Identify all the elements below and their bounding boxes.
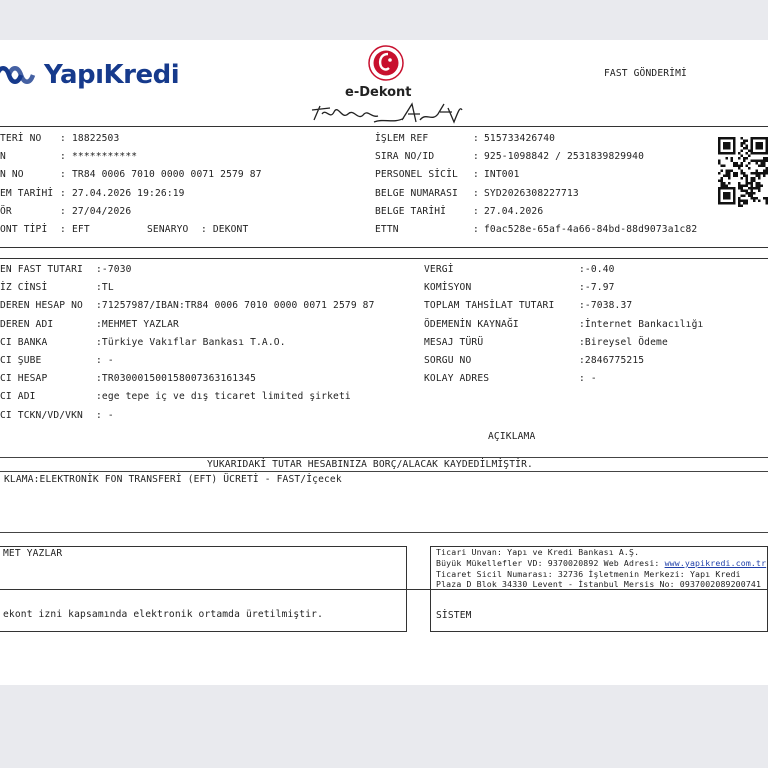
field-separator: : (473, 133, 479, 144)
field-value: TR84 0006 7010 0000 0071 2579 87 (72, 169, 262, 181)
field-separator: : (60, 187, 66, 199)
field-label: SIRA NO/ID (375, 151, 435, 163)
detail-value: :İnternet Bankacılığı (579, 318, 704, 330)
field-label: N (0, 151, 6, 163)
field-label: İŞLEM REF (375, 133, 429, 144)
field-value: 27.04.2026 (484, 205, 544, 217)
detail-label: ÖDEMENİN KAYNAĞI (424, 318, 519, 330)
bank-seal-icon (367, 44, 405, 82)
field-value: 27.04.2026 19:26:19 (72, 187, 185, 199)
field-separator: : (60, 224, 66, 235)
scenario-label: SENARYO (147, 224, 189, 235)
detail-label: CI ŞUBE (0, 355, 42, 366)
detail-label: CI ADI (0, 391, 36, 403)
field-separator: : (473, 224, 479, 235)
qr-code-icon (718, 137, 768, 207)
divider (0, 471, 768, 472)
detail-value: :-7.97 (579, 282, 615, 294)
field-label: TERİ NO (0, 133, 42, 144)
detail-value: :TR030001500158007363161345 (96, 373, 256, 385)
detail-value: :Bireysel Ödeme (579, 336, 668, 348)
detail-label: CI HESAP (0, 373, 48, 385)
detail-label: KOMİSYON (424, 282, 472, 294)
field-separator: : (60, 151, 66, 163)
field-value: EFT (72, 224, 90, 235)
field-separator: : (60, 169, 66, 181)
detail-value: :2846775215 (579, 355, 645, 366)
tax-info-text: Büyük Mükellefler VD: 9370020892 Web Adresi: (436, 558, 665, 568)
detail-label: DEREN ADI (0, 318, 54, 330)
detail-value: :Türkiye Vakıflar Bankası T.A.O. (96, 336, 286, 348)
web-link[interactable]: www.yapikredi.com.tr (664, 558, 767, 568)
detail-label: EN FAST TUTARI (0, 264, 83, 275)
system-label: SİSTEM (436, 610, 472, 621)
customer-name: MET YAZLAR (3, 548, 63, 559)
detail-value: :ege tepe iç ve dış ticaret limited şirketi (96, 391, 351, 403)
document-page (0, 40, 768, 685)
detail-label: CI TCKN/VD/VKN (0, 409, 83, 421)
field-label: ETTN (375, 224, 399, 235)
electronic-notice: ekont izni kapsamında elektronik ortamda üretilmiştir. (3, 609, 323, 620)
field-label: EM TARİHİ (0, 187, 54, 199)
field-separator: : (60, 205, 66, 217)
field-separator: : (473, 169, 479, 181)
detail-value: : - (579, 373, 597, 385)
detail-label: SORGU NO (424, 355, 472, 366)
field-label: BELGE TARİHİ (375, 205, 447, 217)
yapikredi-logo (0, 58, 179, 92)
detail-value: :71257987/IBAN:TR84 0006 7010 0000 0071 2579 87 (96, 300, 375, 312)
field-separator: : (473, 151, 479, 163)
detail-label: İZ CİNSİ (0, 282, 48, 294)
divider (0, 457, 768, 458)
scenario-value: : DEKONT (201, 224, 249, 235)
detail-value: : - (96, 409, 114, 421)
detail-label: VERGİ (424, 264, 454, 275)
tax-info (436, 558, 766, 568)
detail-value: : - (96, 355, 114, 366)
detail-value: :TL (96, 282, 114, 294)
field-label: N NO (0, 169, 24, 181)
divider (0, 532, 768, 533)
notice-text: YUKARIDAKİ TUTAR HESABINIZA BORÇ/ALACAK KAYDEDİLMİŞTİR. (207, 459, 533, 470)
field-label: ONT TİPİ (0, 224, 48, 235)
field-value: 27/04/2026 (72, 205, 132, 217)
detail-label: TOPLAM TAHSİLAT TUTARI (424, 300, 555, 312)
detail-label: DEREN HESAP NO (0, 300, 83, 312)
detail-value: :-0.40 (579, 264, 615, 275)
field-value: 925-1098842 / 2531839829940 (484, 151, 644, 163)
field-value: 18822503 (72, 133, 120, 144)
aciklama-title: AÇIKLAMA (488, 431, 536, 442)
detail-label: CI BANKA (0, 336, 48, 348)
field-label: PERSONEL SİCİL (375, 169, 458, 181)
field-separator: : (473, 205, 479, 217)
detail-value: :-7038.37 (579, 300, 633, 312)
aciklama-text: KLAMA:ELEKTRONİK FON TRANSFERİ (EFT) ÜCRETİ - FAST/İçecek (4, 474, 342, 485)
field-value: INT001 (484, 169, 520, 181)
field-separator: : (473, 187, 479, 199)
field-value: SYD2026308227713 (484, 187, 579, 199)
doc-title: e-Dekont (345, 85, 412, 100)
trade-name: Ticari Unvan: Yapı ve Kredi Bankası A.Ş. (436, 547, 640, 557)
registry-info: Ticaret Sicil Numarası: 32736 İşletmenin Merkezi: Yapı Kredi (436, 569, 741, 579)
field-label: BELGE NUMARASI (375, 187, 458, 199)
field-value: 515733426740 (484, 133, 556, 144)
field-label: ÖR (0, 205, 12, 217)
bank-name: YapıKredi (44, 60, 180, 90)
detail-label: MESAJ TÜRÜ (424, 336, 484, 348)
detail-value: :MEHMET YAZLAR (96, 318, 179, 330)
field-value: *********** (72, 151, 138, 163)
transfer-type: FAST GÖNDERİMİ (604, 68, 687, 79)
field-separator: : (60, 133, 66, 144)
address-info: Plaza D Blok 34330 Levent - İstanbul Mersis No: 0937002089200741 (436, 579, 762, 589)
field-value: f0ac528e-65af-4a66-84bd-88d9073a1c82 (484, 224, 698, 235)
detail-value: :-7030 (96, 264, 132, 275)
yapikredi-logo-icon (0, 62, 40, 88)
detail-label: KOLAY ADRES (424, 373, 490, 385)
